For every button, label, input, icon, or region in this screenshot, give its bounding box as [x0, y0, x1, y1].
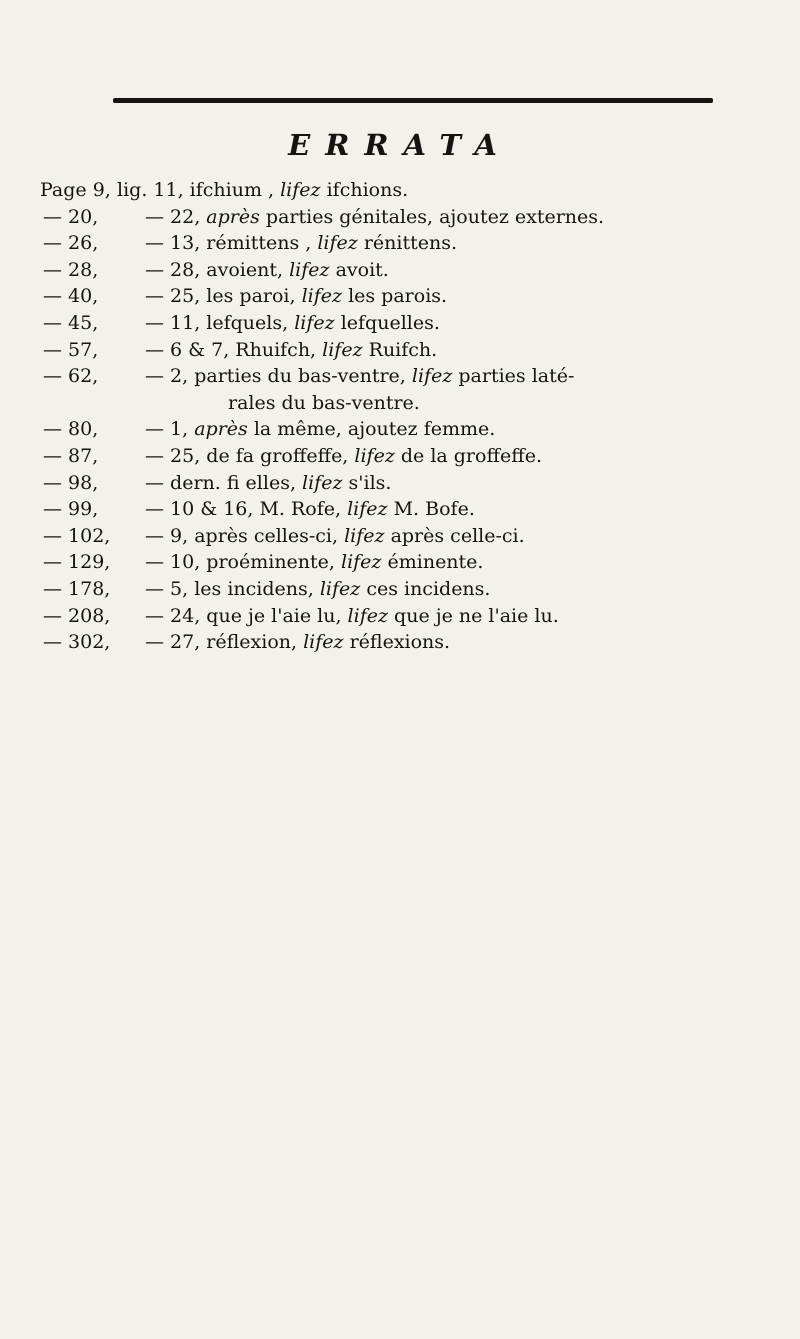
errata-entry — [40, 470, 780, 497]
errata-note: lifez — [302, 471, 343, 494]
errata-text: rales du bas-ventre. — [228, 391, 420, 414]
errata-note: après — [206, 205, 260, 228]
errata-text: que je ne l'aie lu. — [388, 604, 559, 627]
errata-note: lifez — [294, 311, 335, 334]
errata-text: ifchions. — [320, 179, 409, 201]
errata-correction — [145, 629, 450, 655]
errata-page: — 87, — [43, 444, 99, 467]
errata-page: — 45, — [43, 311, 99, 334]
errata-correction — [145, 549, 483, 575]
errata-text: avoit. — [329, 258, 389, 281]
errata-line: — 25, les paroi, — [145, 285, 302, 308]
errata-note: lifez — [289, 258, 330, 281]
errata-page: — 40, — [43, 285, 99, 308]
errata-line: — 10, proéminente, — [145, 551, 341, 574]
errata-correction — [145, 416, 495, 442]
page-title: ERRATA — [288, 128, 512, 162]
errata-entry — [40, 416, 780, 443]
errata-text: réflexions. — [343, 631, 451, 654]
errata-correction — [145, 230, 457, 256]
errata-page: — 102, — [43, 524, 111, 547]
errata-correction — [117, 177, 408, 203]
errata-note: lifez — [354, 444, 395, 467]
errata-correction — [145, 310, 440, 336]
errata-line: — 27, réflexion, — [145, 631, 304, 654]
errata-text: parties génitales, ajoutez externes. — [259, 205, 605, 228]
errata-list — [40, 177, 780, 656]
errata-entry — [40, 363, 780, 390]
errata-line: — 11, lefquels, — [145, 311, 295, 334]
errata-correction — [145, 523, 525, 549]
errata-text: éminente. — [381, 551, 484, 574]
top-rule — [113, 98, 713, 103]
errata-note: après — [194, 418, 248, 441]
errata-text: la même, ajoutez femme. — [247, 418, 496, 441]
errata-correction — [145, 470, 391, 496]
errata-text: parties laté- — [452, 365, 575, 388]
errata-page: — 208, — [43, 604, 111, 627]
errata-text: Ruifch. — [362, 338, 438, 361]
errata-entry — [40, 257, 780, 284]
errata-text: après celle-ci. — [384, 524, 525, 547]
errata-text: s'ils. — [342, 471, 392, 494]
errata-correction — [145, 603, 559, 629]
errata-page: — 28, — [43, 258, 99, 281]
errata-entry — [40, 177, 780, 204]
errata-note: lifez — [303, 631, 344, 654]
errata-text: de la groffeffe. — [394, 444, 542, 467]
errata-page: — 26, — [43, 232, 99, 255]
errata-correction — [145, 496, 475, 522]
errata-note: lifez — [301, 285, 343, 308]
errata-text: M. Bofe. — [387, 498, 475, 521]
errata-entry — [40, 576, 780, 603]
errata-correction — [145, 443, 542, 469]
errata-page: — 62, — [43, 365, 99, 388]
errata-entry — [40, 337, 780, 364]
errata-note: lifez — [344, 524, 385, 547]
errata-note: lifez — [280, 179, 321, 201]
errata-correction — [145, 204, 604, 230]
errata-correction — [145, 337, 437, 363]
errata-page: — 302, — [43, 631, 111, 654]
errata-correction — [228, 390, 420, 416]
errata-line: — 5, les incidens, — [145, 577, 320, 600]
errata-text: ces incidens. — [360, 577, 491, 600]
errata-note: lifez — [341, 551, 382, 574]
errata-line: lig. 11, ifchium , — [117, 179, 281, 201]
errata-correction — [145, 576, 490, 602]
errata-line: — 28, avoient, — [145, 258, 290, 281]
errata-entry — [40, 496, 780, 523]
errata-entry — [40, 310, 780, 337]
errata-entry — [40, 390, 780, 417]
errata-entry — [40, 629, 780, 656]
errata-entry — [40, 603, 780, 630]
errata-line: — 13, rémittens , — [145, 232, 318, 255]
errata-entry — [40, 549, 780, 576]
errata-entry — [40, 283, 780, 310]
errata-page: — 57, — [43, 338, 99, 361]
errata-note: lifez — [322, 338, 363, 361]
errata-entry — [40, 204, 780, 231]
errata-line: — 6 & 7, Rhuifch, — [145, 338, 323, 361]
errata-text: rénittens. — [357, 232, 458, 255]
errata-line: — dern. fi elles, — [145, 471, 303, 494]
errata-page: Page 9, — [40, 179, 111, 201]
errata-note: lifez — [317, 232, 358, 255]
errata-note: lifez — [319, 577, 361, 600]
errata-page: — 20, — [43, 205, 99, 228]
errata-page: — 129, — [43, 551, 111, 574]
errata-page: — 178, — [43, 577, 111, 600]
errata-entry — [40, 523, 780, 550]
errata-page: — 98, — [43, 471, 99, 494]
errata-note: lifez — [411, 365, 453, 388]
errata-line: — 2, parties du bas-ventre, — [145, 365, 412, 388]
errata-line: — 22, — [145, 205, 207, 228]
errata-text: lefquelles. — [334, 311, 440, 334]
errata-entry — [40, 443, 780, 470]
errata-correction — [145, 257, 389, 283]
errata-line: — 10 & 16, M. Rofe, — [145, 498, 348, 521]
errata-entry — [40, 230, 780, 257]
errata-line: — 25, de fa groffeffe, — [145, 444, 355, 467]
errata-correction — [145, 283, 447, 309]
errata-text: les parois. — [342, 285, 448, 308]
errata-note: lifez — [347, 604, 388, 627]
errata-page: — 99, — [43, 498, 99, 521]
errata-correction — [145, 363, 574, 389]
errata-page: — 80, — [43, 418, 99, 441]
errata-line: — 1, — [145, 418, 195, 441]
errata-note: lifez — [347, 498, 388, 521]
errata-line: — 24, que je l'aie lu, — [145, 604, 348, 627]
errata-line: — 9, après celles-ci, — [145, 524, 345, 547]
